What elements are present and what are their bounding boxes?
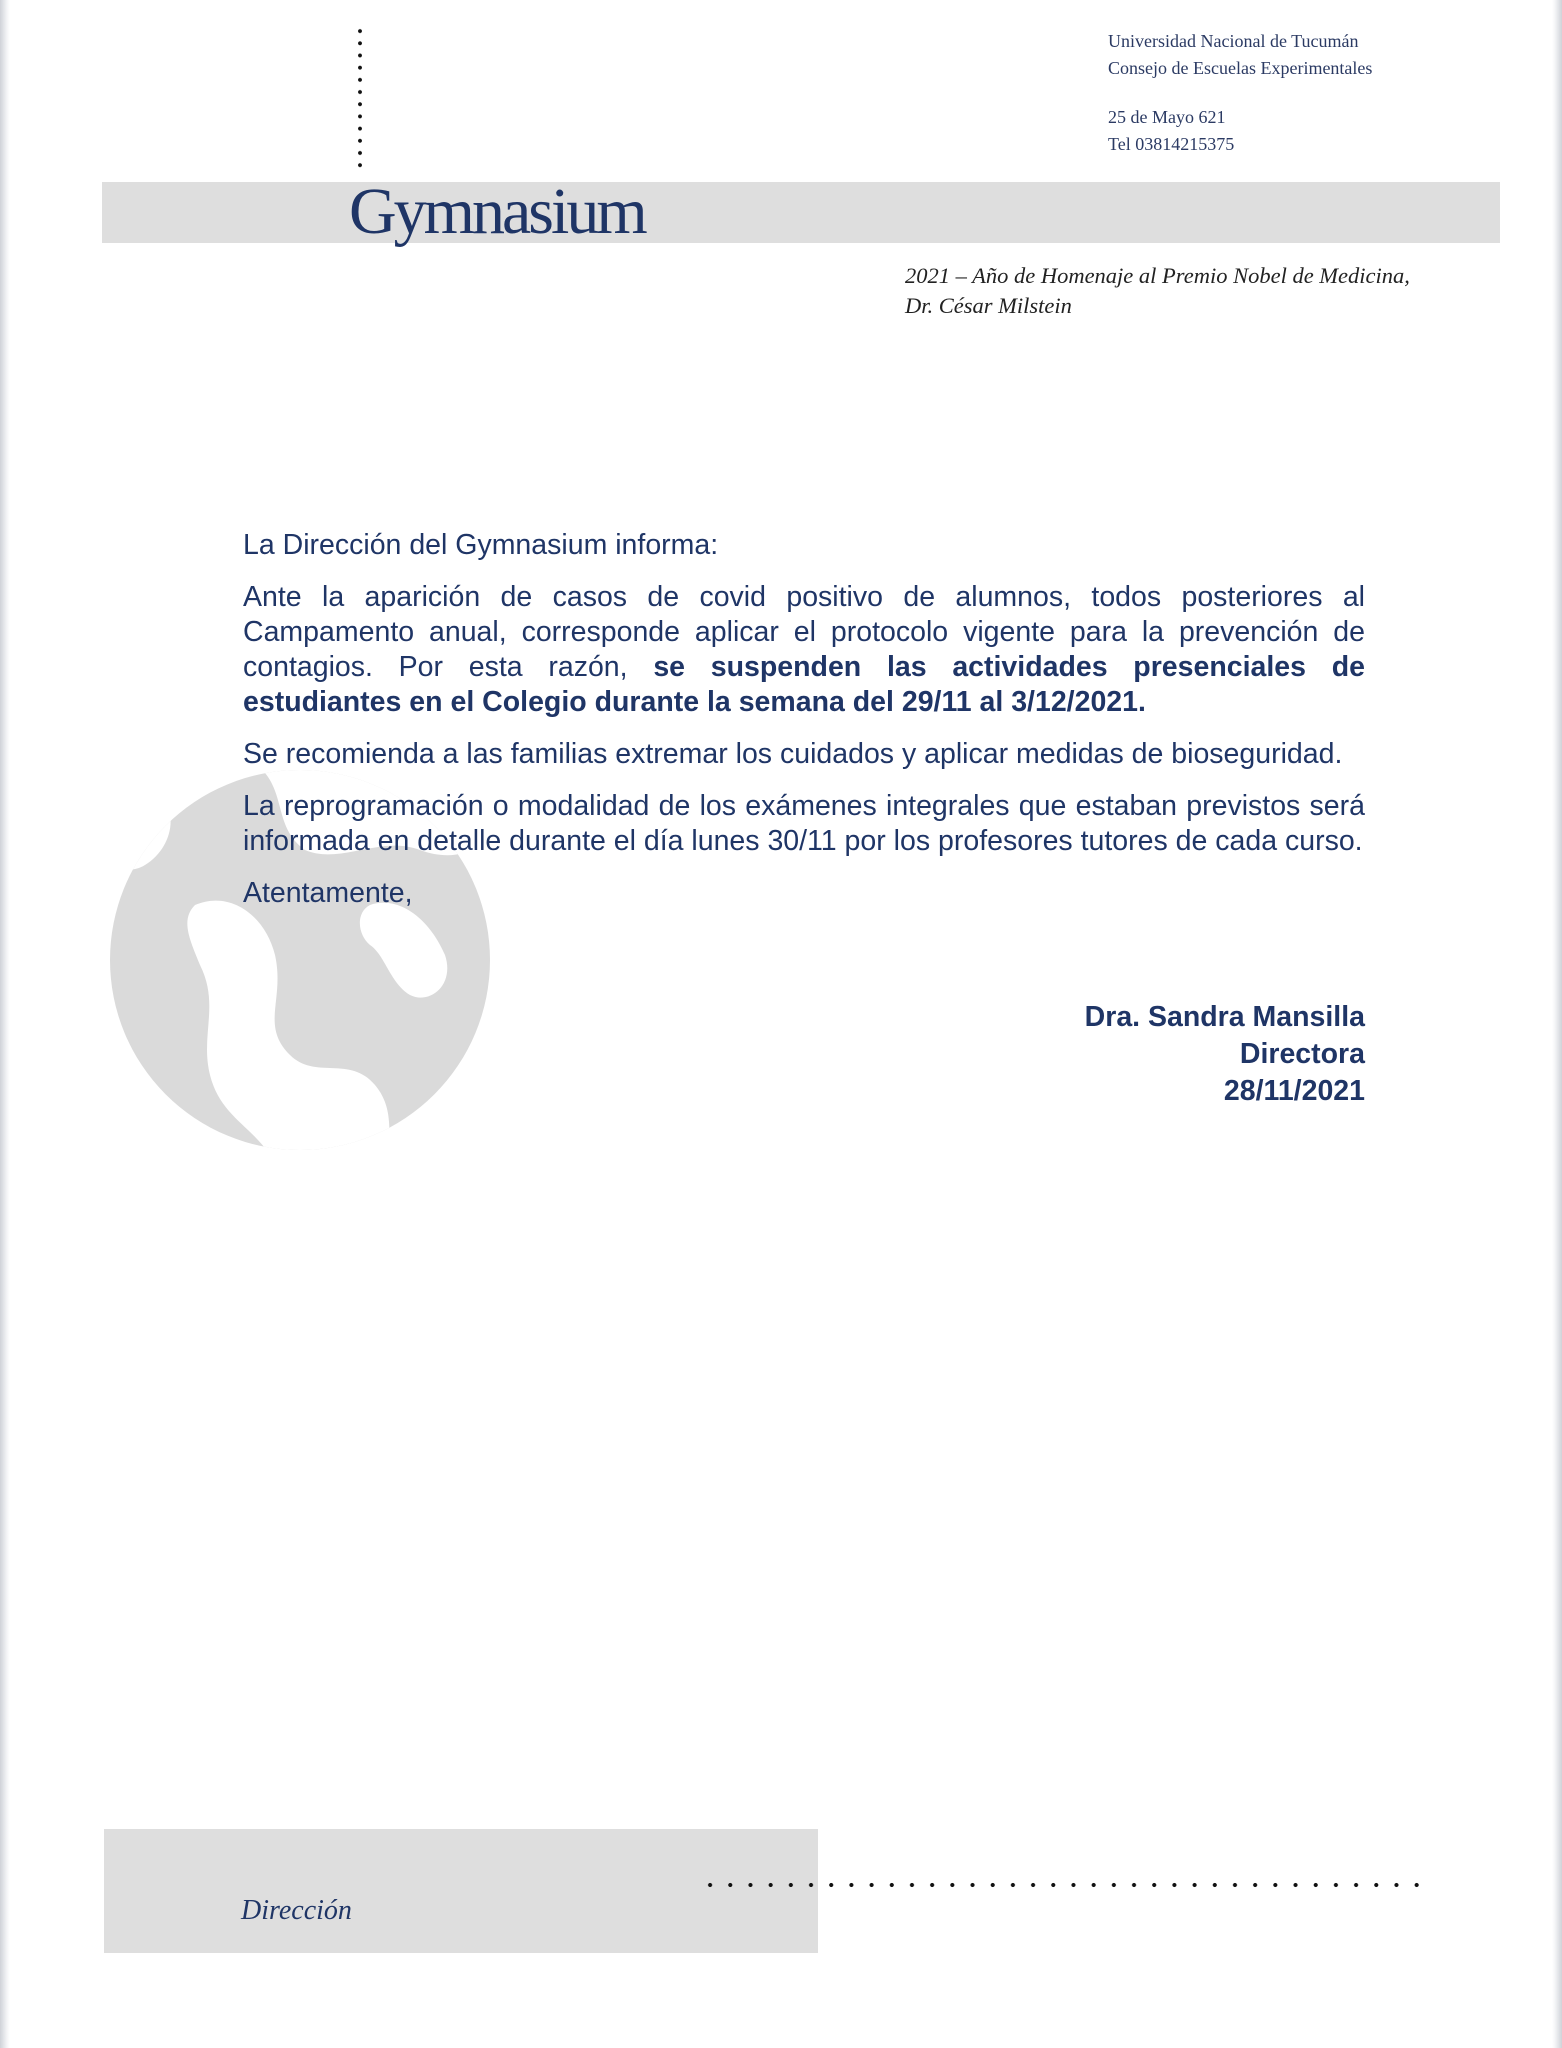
- vertical-dotted-line: [357, 25, 363, 170]
- page-right-edge: [1552, 0, 1562, 2048]
- institution-phone: Tel 03814215375: [1108, 134, 1235, 154]
- footer-band: [104, 1829, 818, 1953]
- letter-paragraph-1: [243, 580, 1365, 720]
- institution-address: 25 de Mayo 621: [1108, 107, 1226, 127]
- page-left-edge: [0, 0, 10, 2048]
- signature-title: Directora: [1239, 1038, 1365, 1070]
- horizontal-dotted-line: [700, 1882, 1426, 1888]
- paragraph-1-bold: se suspenden las actividades presenciales de estudiantes en el Colegio durante la semana del 29/11 al 3/12/2021.: [243, 651, 1366, 718]
- paragraph-1-text: Ante la aparición de casos de covid positivo de alumnos, todos posteriores al Campamento anual, corresponde aplicar el protocolo vigente para la prevención de contagios. Por esta razón,: [243, 581, 1365, 683]
- signature-block: [1085, 999, 1365, 1110]
- letter-closing: Atentamente,: [243, 877, 413, 909]
- footer-label: Dirección: [241, 1895, 352, 1926]
- year-motto: [905, 261, 1410, 321]
- letter-body: [243, 528, 1365, 928]
- letter-paragraph-2: Se recomienda a las familias extremar los cuidados y aplicar medidas de bioseguridad.: [243, 738, 1343, 770]
- year-motto-line1: 2021 – Año de Homenaje al Premio Nobel de Medicina,: [905, 263, 1410, 288]
- header-band: [102, 182, 1500, 243]
- signature-date: 28/11/2021: [1223, 1075, 1365, 1107]
- year-motto-line2: Dr. César Milstein: [905, 293, 1072, 318]
- institution-name: Universidad Nacional de Tucumán: [1108, 31, 1359, 51]
- signature-name: Dra. Sandra Mansilla: [1084, 1001, 1365, 1033]
- letter-intro: La Dirección del Gymnasium informa:: [243, 529, 719, 561]
- brand-logo-text: Gymnasium: [349, 175, 645, 248]
- institution-council: Consejo de Escuelas Experimentales: [1108, 58, 1373, 78]
- institution-block: [1108, 28, 1372, 158]
- letter-paragraph-3: La reprogramación o modalidad de los exámenes integrales que estaban previstos será informada en detalle durante el día lunes 30/11 por los profesores tutores de cada curso.: [243, 790, 1365, 857]
